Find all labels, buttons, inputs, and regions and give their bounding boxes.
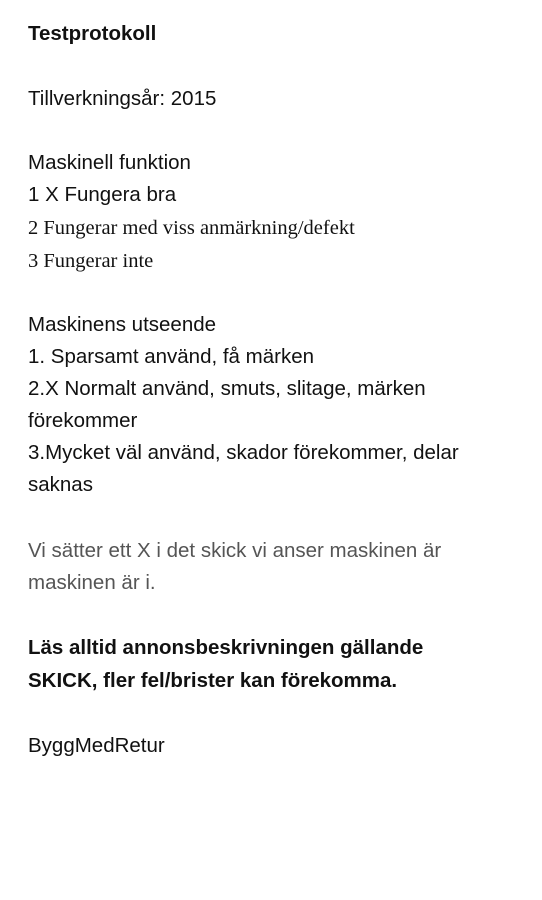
function-item-2: 2 Fungerar med viss anmärkning/defekt [28, 217, 355, 239]
appearance-line-4: 3.Mycket väl använd, skador förekommer, delar [28, 441, 459, 464]
appearance-line-3: förekommer [28, 409, 138, 432]
appearance-line-5: saknas [28, 473, 93, 496]
appearance-line-1: 1. Sparsamt använd, få märken [28, 345, 315, 368]
function-item-3: 3 Fungerar inte [28, 250, 154, 272]
appearance-line-2: 2.X Normalt använd, smuts, slitage, märken [28, 377, 426, 400]
note-line-1: Vi sätter ett X i det skick vi anser maskinen är [28, 539, 442, 562]
signature: ByggMedRetur [28, 734, 165, 757]
document-title: Testprotokoll [28, 22, 157, 45]
appearance-heading: Maskinens utseende [28, 313, 217, 336]
warning-line-1: Läs alltid annonsbeskrivningen gällande [28, 636, 424, 659]
function-item-1: 1 X Fungera bra [28, 183, 177, 206]
function-heading: Maskinell funktion [28, 151, 191, 174]
note-line-2: maskinen är i. [28, 571, 156, 594]
warning-line-2: SKICK, fler fel/brister kan förekomma. [28, 669, 398, 692]
manufacture-year: Tillverkningsår: 2015 [28, 87, 217, 110]
